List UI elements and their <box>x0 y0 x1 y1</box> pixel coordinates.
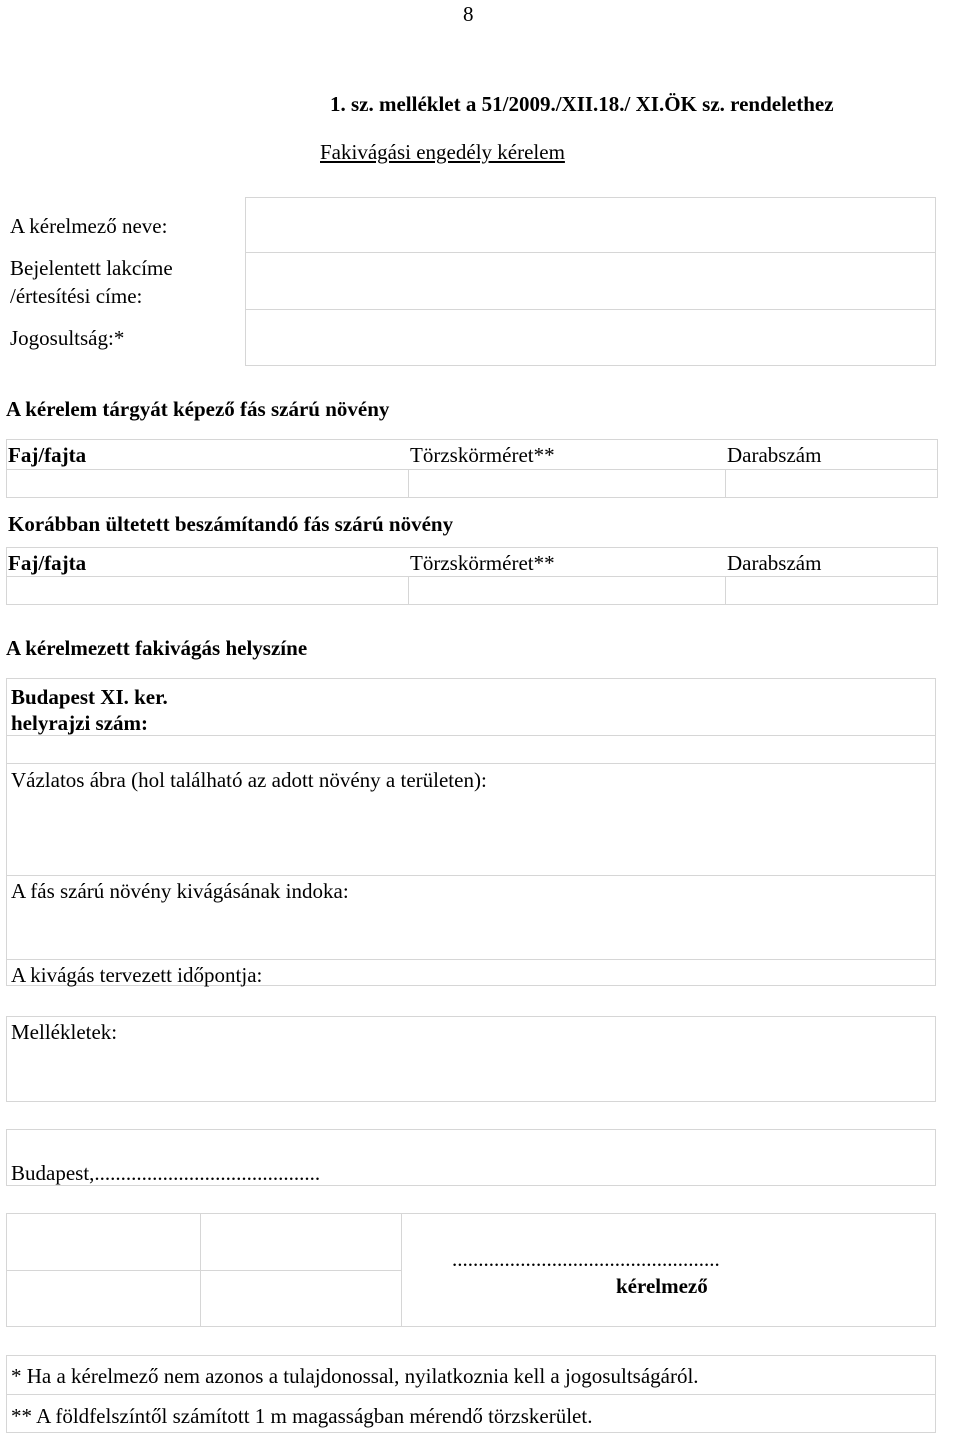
divider <box>6 875 936 876</box>
signature-line: ................................................... <box>452 1247 720 1271</box>
divider <box>6 1394 936 1395</box>
subject-col-species: Faj/fajta <box>8 443 87 467</box>
previous-col-quantity: Darabszám <box>727 551 822 575</box>
attachments-box[interactable] <box>6 1016 936 1102</box>
divider <box>408 469 409 498</box>
attachments-label: Mellékletek: <box>11 1020 118 1044</box>
previous-section-heading: Korábban ültetett beszámítandó fás szárú növény <box>8 512 454 536</box>
applicant-name-label: A kérelmező neve: <box>10 214 168 238</box>
applicant-address-label-2: /értesítési címe: <box>10 284 143 308</box>
location-city: Budapest XI. ker. <box>11 685 168 709</box>
divider <box>408 576 409 605</box>
applicant-address-label: Bejelentett lakcíme <box>10 256 173 280</box>
entitlement-label: Jogosultság:* <box>10 326 125 350</box>
form-title: Fakivágási engedély kérelem <box>320 140 565 164</box>
divider <box>6 959 936 960</box>
divider <box>725 469 726 498</box>
divider <box>6 735 936 736</box>
divider <box>6 1270 401 1271</box>
divider <box>245 309 936 310</box>
footnote-1: * Ha a kérelmező nem azonos a tulajdonossal, nyilatkoznia kell a jogosultságáról. <box>11 1364 699 1388</box>
parcel-number-label: helyrajzi szám: <box>11 711 149 735</box>
subject-section-heading: A kérelem tárgyát képező fás szárú növény <box>6 397 390 421</box>
divider <box>6 469 938 470</box>
footnote-2: ** A földfelszíntől számított 1 m magasságban mérendő törzskerület. <box>11 1404 593 1428</box>
divider <box>6 763 936 764</box>
applicant-value-box[interactable] <box>245 197 936 366</box>
divider <box>401 1213 402 1327</box>
subject-col-trunk-size: Törzskörméret** <box>410 443 555 467</box>
page-number: 8 <box>463 2 474 26</box>
previous-col-trunk-size: Törzskörméret** <box>410 551 555 575</box>
planned-date-label: A kivágás tervezett időpontja: <box>11 963 263 987</box>
location-section-heading: A kérelmezett fakivágás helyszíne <box>6 636 308 660</box>
divider <box>6 576 938 577</box>
reason-label: A fás szárú növény kivágásának indoka: <box>11 879 349 903</box>
annex-reference: 1. sz. melléklet a 51/2009./XII.18./ XI.ÖK sz. rendelethez <box>330 92 834 116</box>
subject-col-quantity: Darabszám <box>727 443 822 467</box>
place-date-line: Budapest,........................................... <box>11 1161 321 1185</box>
sketch-label: Vázlatos ábra (hol található az adott növény a területen): <box>11 768 487 792</box>
divider <box>245 252 936 253</box>
signature-label: kérelmező <box>616 1274 708 1298</box>
divider <box>725 576 726 605</box>
previous-col-species: Faj/fajta <box>8 551 87 575</box>
